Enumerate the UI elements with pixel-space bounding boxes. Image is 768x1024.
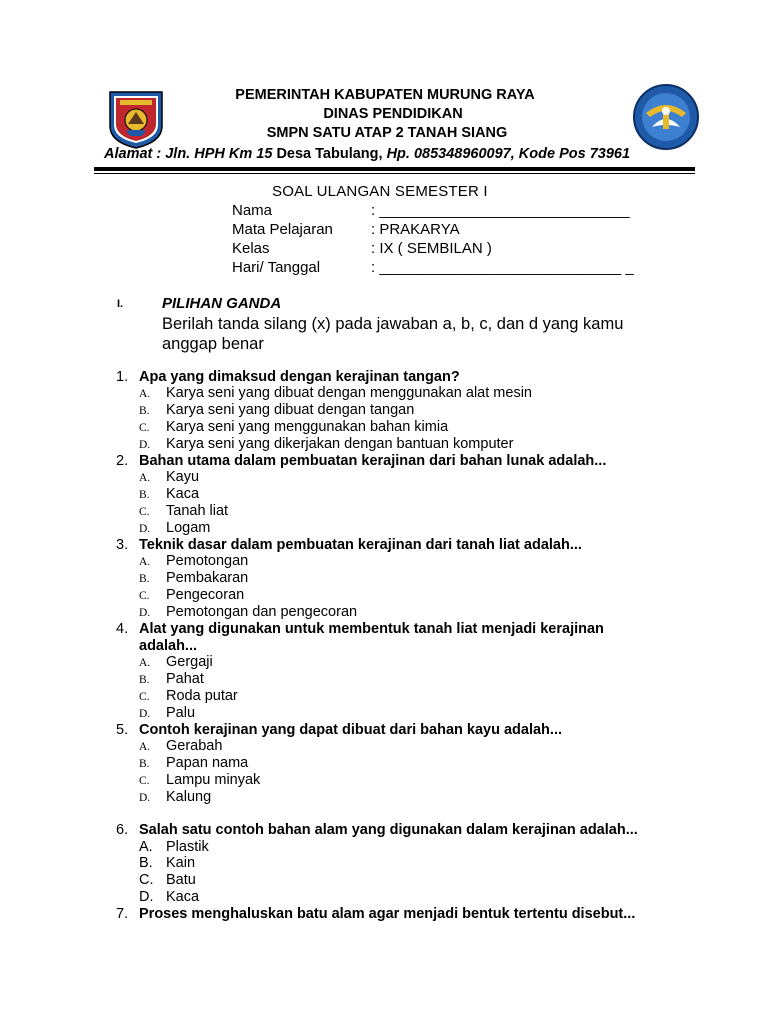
section-title: PILIHAN GANDA [162, 295, 282, 312]
school-name: SMPN SATU ATAP 2 TANAH SIANG [266, 125, 508, 141]
exam-title: SOAL ULANGAN SEMESTER I [272, 183, 488, 200]
section-number: I. [117, 298, 124, 310]
field-subject: Mata Pelajaran : PRAKARYA [232, 221, 460, 238]
answer-option: C. Batu [139, 872, 196, 888]
answer-option: C. Roda putar [139, 688, 238, 704]
government-name: PEMERINTAH KABUPATEN MURUNG RAYA [235, 87, 535, 103]
answer-option: B. Karya seni yang dibuat dengan tangan [139, 402, 415, 418]
tut-wuri-handayani-logo [632, 83, 700, 151]
answer-option: A. Plastik [139, 839, 209, 855]
answer-option: A. Karya seni yang dibuat dengan menggunakan alat mesin [139, 385, 532, 401]
header-rule-thin [94, 173, 695, 174]
answer-option: C. Pengecoran [139, 587, 245, 603]
answer-option: B. Kaca [139, 486, 200, 502]
section-instruction: Berilah tanda silang (x) pada jawaban a, b, c, dan d yang kamu anggap benar [162, 315, 624, 353]
answer-option: A. Gerabah [139, 738, 223, 754]
question: 7. Proses menghaluskan batu alam agar menjadi bentuk tertentu disebut... [116, 906, 636, 922]
field-date: Hari/ Tanggal : _____________________________ _ [232, 259, 634, 276]
answer-option: D. Logam [139, 520, 211, 536]
question: 1. Apa yang dimaksud dengan kerajinan tangan? [116, 369, 460, 385]
header-rule [94, 167, 695, 171]
school-address: Alamat : Jln. HPH Km 15 Desa Tabulang, Hp. 085348960097, Kode Pos 73961 [104, 146, 631, 162]
field-name: Nama : ______________________________ [232, 202, 630, 219]
answer-option: A. Kayu [139, 469, 200, 485]
regency-emblem-logo [104, 86, 168, 150]
answer-option: A. Pemotongan [139, 553, 249, 569]
answer-option: B. Papan nama [139, 755, 249, 771]
answer-option: D. Karya seni yang dikerjakan dengan bantuan komputer [139, 436, 514, 452]
question: 3. Teknik dasar dalam pembuatan kerajinan dari tanah liat adalah... [116, 537, 582, 553]
question-continuation: adalah... [139, 638, 198, 654]
answer-option: B. Pembakaran [139, 570, 249, 586]
answer-option: A. Gergaji [139, 654, 213, 670]
answer-option: D. Palu [139, 705, 196, 721]
answer-option: C. Karya seni yang menggunakan bahan kimia [139, 419, 449, 435]
answer-option: C. Tanah liat [139, 503, 229, 519]
question: 2. Bahan utama dalam pembuatan kerajinan dari bahan lunak adalah... [116, 453, 607, 469]
question: 6. Salah satu contoh bahan alam yang digunakan dalam kerajinan adalah... [116, 822, 638, 838]
question: 5. Contoh kerajinan yang dapat dibuat dari bahan kayu adalah... [116, 722, 562, 738]
answer-option: D. Kalung [139, 789, 212, 805]
field-class: Kelas : IX ( SEMBILAN ) [232, 240, 492, 257]
answer-option: B. Pahat [139, 671, 204, 687]
answer-option: B. Kain [139, 855, 196, 871]
department-name: DINAS PENDIDIKAN [323, 106, 463, 122]
question: 4. Alat yang digunakan untuk membentuk tanah liat menjadi kerajinan [116, 621, 604, 637]
answer-option: C. Lampu minyak [139, 772, 261, 788]
letterhead [0, 0, 768, 180]
answer-option: D. Pemotongan dan pengecoran [139, 604, 358, 620]
answer-option: D. Kaca [139, 889, 200, 905]
